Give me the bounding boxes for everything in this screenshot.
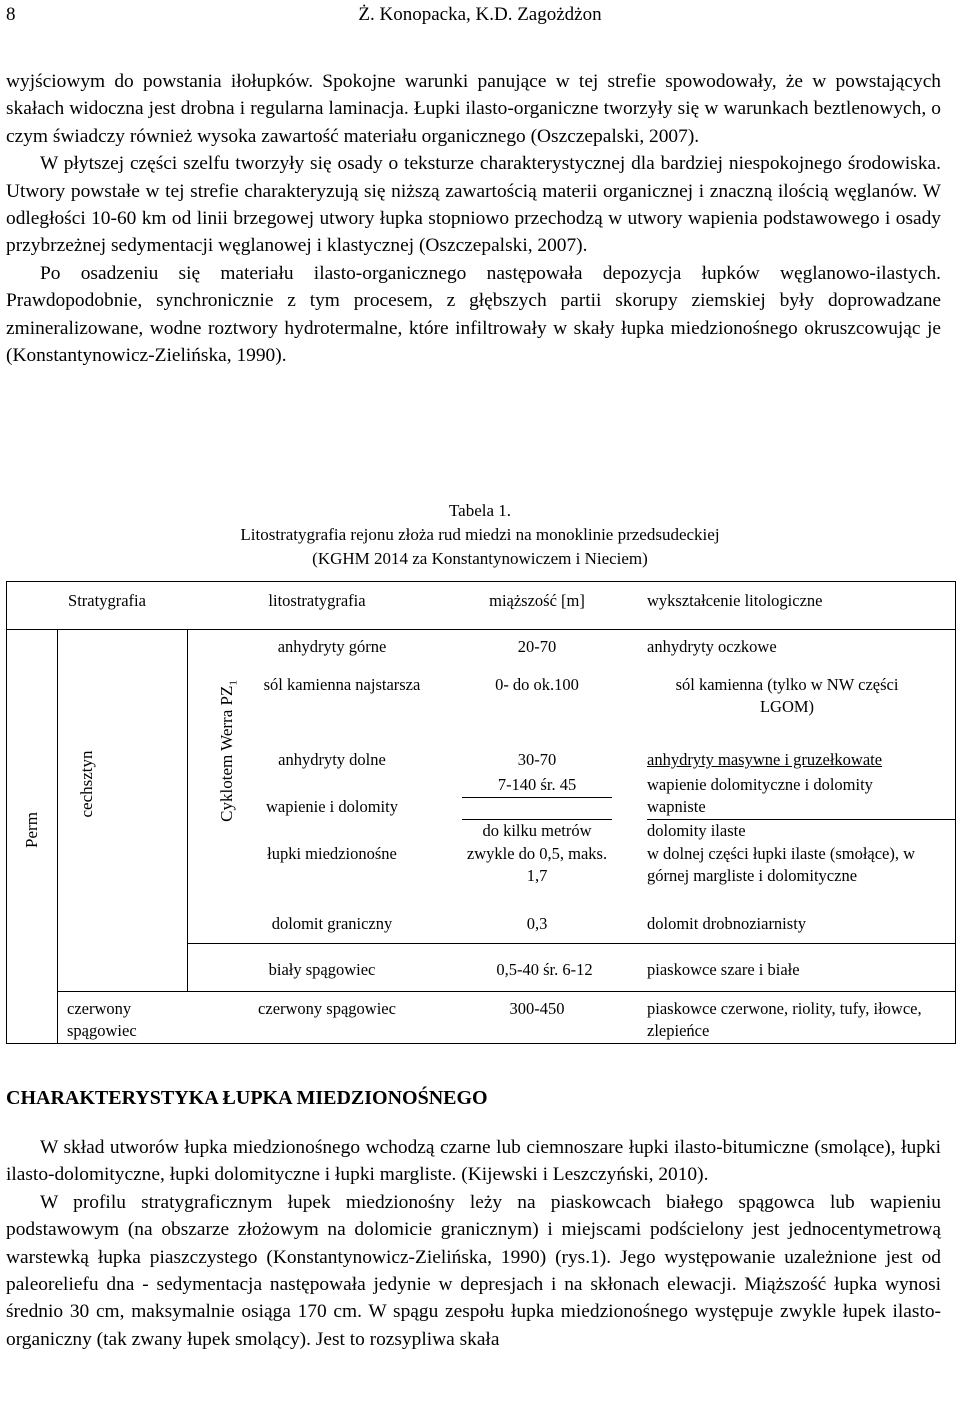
section-text [6,1134,941,1353]
cyclothem-subscript: 1 [227,680,240,686]
table-rule [187,629,188,991]
page-header [0,4,960,26]
table-cell: wapienie dolomityczne i dolomity wapniste [647,775,873,816]
stratigraphy-table [6,581,956,1044]
table-label: Tabela 1. [448,501,512,520]
table-caption [0,499,960,571]
table-source: (KGHM 2014 za Konstantynowiczem i Nieciem) [312,549,648,568]
table-cell: łupki miedzionośne [267,844,397,863]
table-cell: czerwony spągowiec [258,999,396,1018]
table-cell: 0- do ok.100 [495,675,579,694]
table-rule [462,819,612,820]
running-authors: Ż. Konopacka, K.D. Zagożdżon [358,4,602,25]
table-cell: anhydryty górne [277,637,387,656]
table-cell: piaskowce czerwone, riolity, tufy, iłowce, zlepieńce [647,999,922,1040]
table-cell: dolomity ilaste [647,821,746,840]
table-rule [7,629,955,630]
table-cell: 0,3 [526,914,548,933]
table-cell: anhydryty masywne i gruzełkowate [647,750,883,769]
table-cell: do kilku metrów [482,821,592,840]
page-number: 8 [6,4,16,25]
table-cell: anhydryty dolne [278,750,386,769]
header-cell: Stratygrafia [68,591,146,610]
table-rule [57,991,955,992]
header-cell: litostratygrafia [268,591,366,610]
table-cell: sól kamienna najstarsza [263,675,421,694]
table-rule [462,797,612,798]
table-cell: 20-70 [517,637,557,656]
table-cell: biały spągowiec [268,960,376,979]
table-cell: wapienie i dolomity [266,797,398,816]
paragraph: W skład utworów łupka miedzionośnego wchodzą czarne lub ciemnoszare łupki ilasto-bitumiczne (smolące), łupki ilasto-dolomityczne, łupki dolomityczne i łupki margliste. (Kijewski i Leszczyński, 2010). [6,1137,941,1186]
cyclothem-label: Cyklotem Werra $PZ_1$ [217,680,240,822]
table-cell: 7-140 śr. 45 [497,775,577,794]
paragraph: Po osadzeniu się materiału ilasto-organicznego następowała depozycja łupków węglanowo-ilastych. Prawdopodobnie, synchronicznie z tym procesem, z głębszych partii skorupy ziemskiej były doprowadzane zmineralizowane, wodne roztwory hydrotermalne, które infiltrowały w skały łupka miedzionośnego okruszcowując je (Konstantynowicz-Zielińska, 1990). [6,262,941,367]
section-heading: CHARAKTERYSTYKA ŁUPKA MIEDZIONOŚNEGO [6,1087,488,1109]
table-title: Litostratygrafia rejonu złoża rud miedzi na monoklinie przedsudeckiej [240,525,720,544]
epoch-label: czerwony spągowiec [67,999,137,1040]
table-cell: 0,5-40 śr. 6-12 [496,960,593,979]
table-cell: 30-70 [517,750,557,769]
table-cell: piaskowce szare i białe [647,960,800,979]
paragraph: wyjściowym do powstania iłołupków. Spokojne warunki panujące w tej strefie spowodowały, że w powstających skałach widoczna jest drobna i regularna laminacja. Łupki ilasto-organiczne tworzyły się w warunkach beztlenowych, o czym świadczy również wysoka zawartość materiału organicznego (Oszczepalski, 2007). [6,71,941,147]
table-cell: anhydryty oczkowe [647,637,777,656]
table-cell: zwykle do 0,5, maks. 1,7 [466,844,608,885]
intro-text [6,68,941,369]
header-cell: wykształcenie litologiczne [647,591,823,610]
paragraph: W profilu stratygraficznym łupek miedzionośny leży na piaskowcach białego spągowca lub wapieniu podstawowym (na obszarze złożowym na dolomicie granicznym) i miejscami podścielony jest jednocentymetrową warstewką łupka piaszczystego (Konstantynowicz-Zielińska, 1990) (rys.1). Jego występowanie uzależnione jest od paleoreliefu dna - sedymentacja następowała jedynie w depresjach i na skłonach elewacji. Miąższość łupka wynosi średnio 30 cm, maksymalnie osiąga 170 cm. W spągu zespołu łupka miedzionośnego występuje zwykle łupek ilasto-organiczny (tak zwany łupek smolący). Jest to rozsypliwa skała [6,1191,941,1350]
table-rule [647,819,955,820]
table-cell: dolomit graniczny [271,914,393,933]
epoch-label: cechsztyn [77,750,96,818]
paragraph: W płytszej części szelfu tworzyły się osady o teksturze charakterystycznej dla bardziej niespokojnego środowiska. Utwory powstałe w tej strefie charakteryzują się niższą zawartością materii organicznej i znaczną ilością węglanów. W odległości 10-60 km od linii brzegowej utwory łupka stopniowo przechodzą w utwory wapienia podstawowego i osady przybrzeżnej sedymentacji węglanowej i klastycznej (Oszczepalski, 2007). [6,153,941,257]
table-rule [57,629,58,1043]
table-rule [187,943,955,944]
table-cell: w dolnej części łupki ilaste (smołące), w górnej margliste i dolomityczne [647,844,916,885]
header-cell: miąższość [m] [489,591,585,610]
period-label: Perm [22,812,41,848]
table-cell: 300-450 [509,999,565,1018]
table-cell: dolomit drobnoziarnisty [647,914,807,933]
table-cell: sól kamienna (tylko w NW części LGOM) [675,675,899,716]
